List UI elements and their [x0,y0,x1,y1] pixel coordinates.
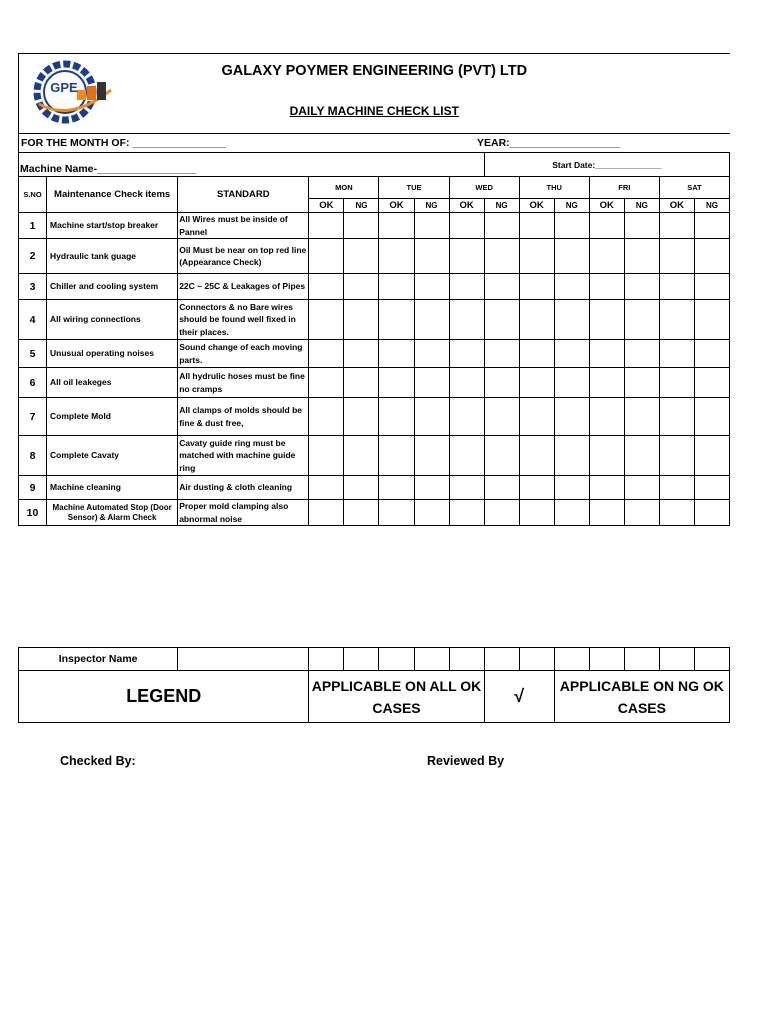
ng-cell[interactable] [624,476,659,500]
inspector-name-input[interactable] [178,648,309,671]
ng-header: NG [484,199,519,213]
start-date-field[interactable]: Start Date:______________ [484,153,729,177]
ok-cell[interactable] [449,398,484,436]
check-mark-icon: √ [484,671,554,723]
row-number: 6 [19,368,47,398]
ng-cell[interactable] [624,213,659,239]
ng-cell[interactable] [344,476,379,500]
ok-legend: APPLICABLE ON ALL OK CASES [309,671,484,723]
table-row [19,213,730,239]
ng-cell[interactable] [554,500,589,526]
ok-cell[interactable] [519,476,554,500]
ng-cell[interactable] [624,300,659,340]
table-row [19,500,730,526]
ok-cell[interactable] [589,476,624,500]
title-block [19,54,730,134]
ng-cell[interactable] [624,239,659,274]
ng-cell[interactable] [554,300,589,340]
ng-cell[interactable] [344,300,379,340]
ok-cell[interactable] [659,398,694,436]
ng-cell[interactable] [554,274,589,300]
ok-cell[interactable] [449,436,484,476]
sno-header: S.NO [19,177,47,213]
ok-cell[interactable] [519,274,554,300]
check-item: Unusual operating noises [47,340,178,368]
ok-cell[interactable] [309,239,344,274]
ok-cell[interactable] [379,476,414,500]
ok-cell[interactable] [309,436,344,476]
ng-cell[interactable] [694,340,729,368]
ok-cell[interactable] [589,239,624,274]
day-header-thu: THU [519,177,589,199]
ok-cell[interactable] [659,436,694,476]
ng-cell[interactable] [484,368,519,398]
table-row [19,239,730,274]
ng-cell[interactable] [344,398,379,436]
standard-text: Oil Must be near on top red line (Appearance Check) [178,239,309,274]
table-row [19,300,730,340]
ok-cell[interactable] [449,274,484,300]
inspector-signature-cell[interactable] [554,648,589,671]
standard-text: Proper mold clamping also abnormal noise [178,500,309,526]
check-item: Machine Automated Stop (Door Sensor) & Alarm Check [47,500,178,526]
ok-cell[interactable] [519,300,554,340]
item-header: Maintenance Check items [47,177,178,213]
ok-cell[interactable] [309,398,344,436]
check-item: Chiller and cooling system [47,274,178,300]
checked-by-label: Checked By: [60,754,136,768]
ok-cell[interactable] [449,300,484,340]
ok-cell[interactable] [379,300,414,340]
ok-cell[interactable] [519,239,554,274]
ok-header: OK [449,199,484,213]
ng-cell[interactable] [484,300,519,340]
ok-cell[interactable] [589,274,624,300]
ok-cell[interactable] [589,500,624,526]
ng-cell[interactable] [624,368,659,398]
ng-header: NG [344,199,379,213]
ok-cell[interactable] [309,213,344,239]
ok-cell[interactable] [379,398,414,436]
company-name: GALAXY POYMER ENGINEERING (PVT) LTD [221,63,528,79]
ok-header: OK [309,199,344,213]
year-field[interactable]: YEAR:___________________ [477,137,621,149]
ng-cell[interactable] [414,213,449,239]
ng-cell[interactable] [554,213,589,239]
ok-cell[interactable] [659,213,694,239]
ng-cell[interactable] [484,436,519,476]
ok-cell[interactable] [379,274,414,300]
ok-cell[interactable] [659,300,694,340]
ng-cell[interactable] [694,213,729,239]
inspector-signature-cell[interactable] [379,648,414,671]
inspector-signature-cell[interactable] [344,648,379,671]
ng-cell[interactable] [554,476,589,500]
ok-cell[interactable] [309,300,344,340]
ng-cell[interactable] [484,476,519,500]
ng-cell[interactable] [694,476,729,500]
standard-text: All Wires must be inside of Pannel [178,213,309,239]
ng-cell[interactable] [344,436,379,476]
ok-header: OK [379,199,414,213]
ok-cell[interactable] [659,340,694,368]
ok-cell[interactable] [659,239,694,274]
ok-cell[interactable] [519,213,554,239]
ng-cell[interactable] [484,274,519,300]
ok-cell[interactable] [379,340,414,368]
legend-label: LEGEND [19,671,309,723]
month-field[interactable]: FOR THE MONTH OF: ________________ [21,137,226,149]
ng-cell[interactable] [344,274,379,300]
ok-cell[interactable] [659,274,694,300]
ok-cell[interactable] [449,500,484,526]
ng-header: NG [414,199,449,213]
ng-cell[interactable] [414,436,449,476]
inspector-signature-cell[interactable] [414,648,449,671]
standard-text: Cavaty guide ring must be matched with machine guide ring [178,436,309,476]
ok-cell[interactable] [519,340,554,368]
standard-text: 22C ~ 25C & Leakages of Pipes [178,274,309,300]
row-number: 4 [19,300,47,340]
ng-cell[interactable] [414,274,449,300]
ng-cell[interactable] [414,476,449,500]
row-number: 2 [19,239,47,274]
table-row [19,436,730,476]
ng-cell[interactable] [694,368,729,398]
check-item: Machine cleaning [47,476,178,500]
day-header-sat: SAT [659,177,729,199]
ok-cell[interactable] [589,340,624,368]
ng-cell[interactable] [694,436,729,476]
ok-cell[interactable] [379,436,414,476]
inspector-signature-cell[interactable] [589,648,624,671]
day-header-mon: MON [309,177,379,199]
table-row [19,398,730,436]
document-title: DAILY MACHINE CHECK LIST [289,104,459,118]
day-header-fri: FRI [589,177,659,199]
row-number: 9 [19,476,47,500]
ng-cell[interactable] [484,239,519,274]
footer-table [18,647,730,723]
ok-cell[interactable] [589,300,624,340]
standard-text: Air dusting & cloth cleaning [178,476,309,500]
ng-header: NG [694,199,729,213]
inspector-signature-cell[interactable] [624,648,659,671]
ng-cell[interactable] [414,300,449,340]
ng-cell[interactable] [484,213,519,239]
ok-cell[interactable] [379,500,414,526]
ok-cell[interactable] [379,239,414,274]
ng-cell[interactable] [484,500,519,526]
ok-cell[interactable] [449,213,484,239]
ng-cell[interactable] [414,398,449,436]
table-row [19,476,730,500]
row-number: 5 [19,340,47,368]
ng-cell[interactable] [554,436,589,476]
ok-cell[interactable] [379,368,414,398]
ok-cell[interactable] [449,340,484,368]
ng-cell[interactable] [344,368,379,398]
ng-cell[interactable] [554,239,589,274]
ng-cell[interactable] [414,368,449,398]
check-item: Complete Cavaty [47,436,178,476]
row-number: 1 [19,213,47,239]
check-item: All wiring connections [47,300,178,340]
svg-text:GPE: GPE [50,80,78,95]
ok-cell[interactable] [519,436,554,476]
inspector-signature-cell[interactable] [309,648,344,671]
row-number: 3 [19,274,47,300]
ok-header: OK [589,199,624,213]
ok-cell[interactable] [589,368,624,398]
ng-cell[interactable] [624,274,659,300]
ng-cell[interactable] [344,340,379,368]
ng-cell[interactable] [344,213,379,239]
ok-cell[interactable] [449,368,484,398]
inspector-signature-cell[interactable] [659,648,694,671]
ok-cell[interactable] [659,368,694,398]
ng-cell[interactable] [554,368,589,398]
ok-header: OK [519,199,554,213]
inspector-signature-cell[interactable] [484,648,519,671]
ok-header: OK [659,199,694,213]
ok-cell[interactable] [309,340,344,368]
day-header-wed: WED [449,177,519,199]
ng-cell[interactable] [694,398,729,436]
ng-cell[interactable] [414,340,449,368]
check-item: Machine start/stop breaker [47,213,178,239]
ng-cell[interactable] [694,274,729,300]
row-number: 10 [19,500,47,526]
standard-text: Sound change of each moving parts. [178,340,309,368]
check-item: All oil leakeges [47,368,178,398]
ng-cell[interactable] [554,340,589,368]
standard-header: STANDARD [178,177,309,213]
table-row [19,274,730,300]
inspector-name-label: Inspector Name [19,648,178,671]
ng-cell[interactable] [694,500,729,526]
inspector-signature-cell[interactable] [694,648,729,671]
row-number: 7 [19,398,47,436]
ng-header: NG [624,199,659,213]
ng-cell[interactable] [624,398,659,436]
ok-cell[interactable] [449,476,484,500]
ok-cell[interactable] [589,436,624,476]
ok-cell[interactable] [449,239,484,274]
ok-cell[interactable] [589,398,624,436]
ok-cell[interactable] [519,398,554,436]
ok-cell[interactable] [659,476,694,500]
ng-cell[interactable] [694,300,729,340]
ng-cell[interactable] [344,239,379,274]
day-header-tue: TUE [379,177,449,199]
inspector-signature-cell[interactable] [449,648,484,671]
ok-cell[interactable] [519,500,554,526]
check-item: Complete Mold [47,398,178,436]
ok-cell[interactable] [309,476,344,500]
standard-text: All hydrulic hoses must be fine no cramps [178,368,309,398]
ng-cell[interactable] [484,398,519,436]
ng-cell[interactable] [624,340,659,368]
ng-cell[interactable] [624,500,659,526]
checklist-table [18,53,730,526]
row-number: 8 [19,436,47,476]
ok-cell[interactable] [309,274,344,300]
ng-legend: APPLICABLE ON NG OK CASES [554,671,729,723]
ok-cell[interactable] [309,500,344,526]
machine-name-field[interactable]: Machine Name-_________________ [19,153,485,177]
ok-cell[interactable] [379,213,414,239]
reviewed-by-label: Reviewed By [427,754,505,768]
ok-cell[interactable] [659,500,694,526]
standard-text: All clamps of molds should be fine & dust free, [178,398,309,436]
check-item: Hydraulic tank guage [47,239,178,274]
table-row [19,368,730,398]
standard-text: Connectors & no Bare wires should be found well fixed in their places. [178,300,309,340]
ok-cell[interactable] [519,368,554,398]
ng-cell[interactable] [624,436,659,476]
ng-cell[interactable] [414,239,449,274]
table-row [19,340,730,368]
ng-cell[interactable] [344,500,379,526]
inspector-signature-cell[interactable] [519,648,554,671]
ok-cell[interactable] [309,368,344,398]
ok-cell[interactable] [589,213,624,239]
ng-header: NG [554,199,589,213]
ng-cell[interactable] [484,340,519,368]
ng-cell[interactable] [414,500,449,526]
ng-cell[interactable] [694,239,729,274]
ng-cell[interactable] [554,398,589,436]
